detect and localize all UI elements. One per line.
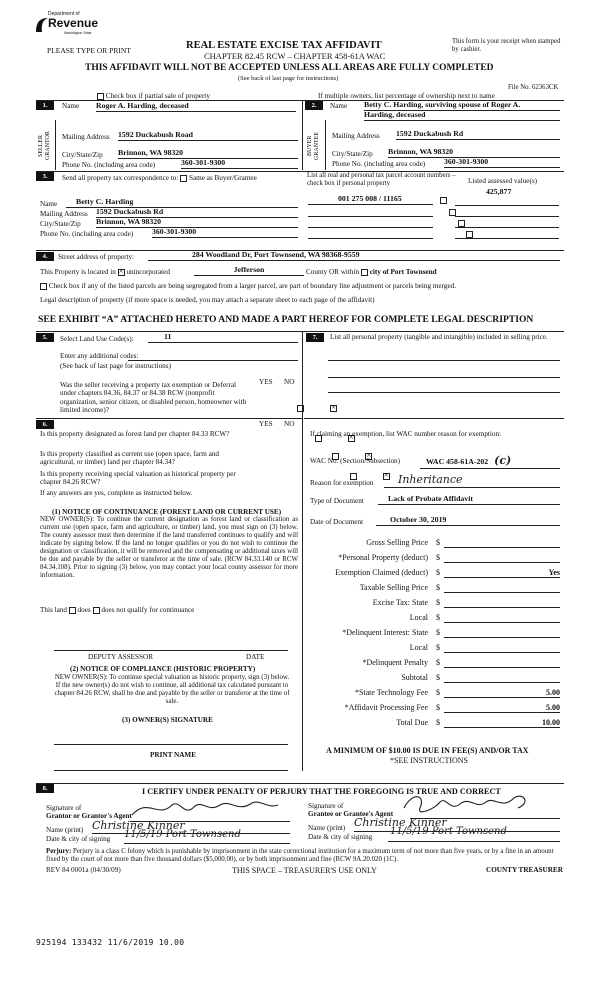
if-yes-note: If any answers are yes, complete as instructed below. — [40, 489, 193, 497]
notice-compliance-body: NEW OWNER(S): To continue special valuation as historic property, sign (3) below. If the new owner(s) do not wish to continue, all additional tax calculated pursuant to chapter 84.26 RCW, shall be due and payable by the seller or transferor at the time of sale. — [54, 674, 290, 705]
exemption-question: Was the seller receiving a property tax exemption or Deferral under chapters 84.36, 84.37 or 84.38 RCW (nonprofit organization, senior citizen, or disabled person, homeowner with limited income)? — [60, 381, 247, 414]
land-does-checkbox[interactable] — [69, 607, 76, 614]
current-use-question: Is this property classified as current use (open space, farm and agricultural, or timber) land per chapter 84.34? — [40, 450, 220, 467]
money-value[interactable] — [444, 658, 560, 668]
money-label: Total Due — [396, 718, 428, 727]
section5-see-back: (See back of last page for instructions) — [60, 362, 171, 370]
forest-land-question: Is this property designated as forest land per chapter 84.33 RCW? — [40, 430, 230, 438]
money-value[interactable] — [444, 613, 560, 623]
buyer-mailing-label: Mailing Address — [332, 132, 380, 140]
dollar-sign: $ — [436, 643, 440, 652]
money-value[interactable] — [444, 628, 560, 638]
grantor-date-label: Date & city of signing — [46, 835, 111, 843]
section-6-number: 6. — [36, 420, 54, 429]
grantee-signature[interactable] — [398, 790, 538, 818]
dollar-sign: $ — [436, 673, 440, 682]
doc-date-label: Date of Document — [310, 518, 364, 526]
section-5-number: 5. — [36, 333, 54, 342]
notice-compliance-title: (2) NOTICE OF COMPLIANCE (HISTORIC PROPERTY) — [70, 665, 256, 673]
doc-type[interactable]: Lack of Probate Affidavit — [378, 495, 560, 505]
section6-no-header: NO — [284, 420, 295, 428]
grantor-name-label: Name (print) — [46, 826, 84, 834]
segregated-checkbox[interactable] — [40, 283, 47, 290]
buyer-side-label: BUYER GRANTEE — [307, 132, 320, 160]
historic-question: Is this property receiving special valuation as historical property per chapter 84.26 RCW? — [40, 470, 236, 487]
does-label: does — [77, 606, 91, 614]
money-label: Subtotal — [401, 673, 428, 682]
grantor-signature-label-1: Signature of — [46, 804, 82, 812]
money-value[interactable]: 10.00 — [444, 718, 560, 728]
assessed-value[interactable]: 425,877 — [486, 187, 512, 196]
tax-name[interactable]: Betty C. Harding — [66, 198, 298, 208]
seller-phone-label: Phone No. (including area code) — [62, 161, 156, 169]
buyer-city[interactable]: Brinnon, WA 98320 — [388, 148, 560, 158]
dollar-sign: $ — [436, 703, 440, 712]
section-4-number: 4. — [36, 252, 54, 261]
seller-name-label: Name — [62, 102, 80, 110]
parcel-heading: List all real and personal tax parcel account numbers – check box if personal property — [307, 172, 456, 187]
city-label: city of Port Townsend — [369, 268, 437, 276]
tax-mailing[interactable]: 1592 Duckabush Rd — [96, 208, 298, 218]
tax-mailing-label: Mailing Address — [40, 210, 88, 218]
receipt-note: This form is your receipt when stamped by cashier. — [452, 38, 561, 53]
deputy-date-label: DATE — [246, 653, 265, 661]
seller-city-label: City/State/Zip — [62, 151, 103, 159]
see-instructions-note: *SEE INSTRUCTIONS — [390, 756, 469, 765]
partial-sale-checkbox[interactable] — [97, 93, 104, 100]
money-label: Local — [409, 643, 428, 652]
county-or-label: County OR within — [306, 268, 360, 276]
street-address[interactable]: 284 Woodland Dr, Port Townsend, WA 98368-9559 — [148, 251, 560, 261]
grantee-signature-label-1: Signature of — [308, 802, 344, 810]
money-label: Taxable Selling Price — [359, 583, 428, 592]
seller-city[interactable]: Brinnon, WA 98320 — [118, 149, 298, 159]
grantee-date-label: Date & city of signing — [308, 833, 373, 841]
buyer-name-label: Name — [330, 102, 348, 110]
grantor-signature-label-2: Grantor or Grantor's Agent — [46, 812, 132, 820]
this-land-label: This land — [40, 606, 67, 614]
buyer-name-line1[interactable]: Betty C. Harding, surviving spouse of Roger A. — [364, 101, 560, 111]
tax-city[interactable]: Brinnon, WA 98320 — [96, 218, 298, 228]
dollar-sign: $ — [436, 583, 440, 592]
money-label: *Delinquent Interest: State — [342, 628, 428, 637]
land-use-code[interactable]: 11 — [148, 333, 298, 343]
exemption-no-checkbox[interactable] — [330, 405, 337, 412]
exhibit-statement: SEE EXHIBIT “A” ATTACHED HERETO AND MADE A PART HEREOF FOR COMPLETE LEGAL DESCRIPTION — [38, 314, 534, 325]
grantee-name-label: Name (print) — [308, 824, 346, 832]
dollar-sign: $ — [436, 628, 440, 637]
money-label: *State Technology Fee — [354, 688, 428, 697]
perjury-note — [46, 848, 566, 864]
tax-phone[interactable]: 360-301-9300 — [152, 228, 298, 238]
parcel-2-personal-checkbox[interactable] — [449, 209, 456, 216]
section-8-number: 8. — [36, 784, 54, 793]
parcel-number[interactable]: 001 275 008 / 11165 — [308, 195, 433, 205]
wac-number[interactable] — [420, 455, 560, 469]
section5-yes-header: YES — [259, 378, 273, 386]
buyer-mailing[interactable]: 1592 Duckabush Rd — [396, 130, 560, 140]
section-1-number: 1. — [36, 101, 54, 110]
revenue-logo — [34, 12, 98, 38]
section6-yes-header: YES — [259, 420, 273, 428]
wac-number-text: WAC 458-61A-202 — [426, 457, 489, 466]
dollar-sign: $ — [436, 688, 440, 697]
personal-property-label: List all personal property (tangible and intangible) included in selling price. — [330, 333, 548, 341]
parcel-4-personal-checkbox[interactable] — [466, 231, 473, 238]
grantee-date-handwritten[interactable]: 11/5/19 Port Townsend — [390, 826, 507, 837]
county-treasurer-label: COUNTY TREASURER — [486, 866, 563, 874]
buyer-name-line2[interactable]: Harding, deceased — [364, 111, 560, 121]
multiple-owners-note: If multiple owners, list percentage of ownership next to name — [318, 92, 495, 100]
section-7-number: 7. — [306, 333, 324, 342]
money-label: *Delinquent Penalty — [362, 658, 428, 667]
doc-date[interactable]: October 30, 2019 — [376, 516, 560, 526]
seller-mailing-label: Mailing Address — [62, 133, 110, 141]
segregated-row — [40, 282, 456, 290]
land-qualify-row — [40, 606, 194, 614]
exemption-yes-checkbox[interactable] — [297, 405, 304, 412]
perjury-text: Perjury is a class C felony which is punishable by imprisonment in the state correctional institution for a maximum term of not more than five years, or by a fine in an amount fixed by the court of not more than five thousand dollars ($5,000.00), or by both imprisonment and fine (RCW 9A.20.020 (1C). — [46, 848, 554, 863]
treasurer-space: THIS SPACE – TREASURER'S USE ONLY — [232, 866, 377, 875]
deputy-assessor-label: DEPUTY ASSESSOR — [88, 653, 154, 661]
buyer-phone[interactable]: 360-301-9300 — [444, 158, 560, 168]
tax-name-label: Name — [40, 200, 58, 208]
section5-no-header: NO — [284, 378, 295, 386]
wac-label: WAC No. (Section/Subsection) — [310, 457, 401, 465]
treasurer-stamp: 925194 133432 11/6/2019 10.00 — [36, 938, 185, 947]
money-label: Local — [409, 613, 428, 622]
legal-description-label: Legal description of property (if more space is needed, you may attach a separate sheet to each page of the affidavit) — [40, 296, 375, 304]
buyer-city-label: City/State/Zip — [332, 150, 373, 158]
dollar-sign: $ — [436, 718, 440, 727]
form-warning: THIS AFFIDAVIT WILL NOT BE ACCEPTED UNLESS ALL AREAS ARE FULLY COMPLETED — [85, 63, 494, 73]
logo-sub-text: Washington State — [64, 31, 92, 35]
send-correspondence-row — [62, 174, 257, 182]
money-value[interactable]: Yes — [444, 568, 560, 578]
form-title: REAL ESTATE EXCISE TAX AFFIDAVIT — [186, 40, 382, 51]
exemption-claim-label: If claiming an exemption, list WAC number reason for exemption: — [310, 430, 502, 438]
owner-signature-label: (3) OWNER(S) SIGNATURE — [122, 716, 213, 724]
print-name-label: PRINT NAME — [150, 751, 196, 759]
section-3-number: 3. — [36, 172, 54, 181]
money-value[interactable]: 5.00 — [444, 703, 560, 713]
same-as-buyer-checkbox[interactable] — [180, 175, 187, 182]
money-label: *Affidavit Processing Fee — [344, 703, 428, 712]
money-value[interactable] — [444, 643, 560, 653]
city-checkbox[interactable] — [361, 269, 368, 276]
form-chapter: CHAPTER 82.45 RCW – CHAPTER 458-61A WAC — [204, 51, 386, 61]
assessed-heading: Listed assessed value(s) — [468, 177, 538, 185]
money-label: Gross Selling Price — [366, 538, 428, 547]
unincorporated-label: unincorporated — [126, 268, 170, 276]
revision-number: REV 84 0001a (04/30/09) — [46, 866, 121, 874]
tax-phone-label: Phone No. (including area code) — [40, 230, 134, 238]
located-prefix: This Property is located in — [40, 268, 116, 276]
reason-handwritten[interactable]: Inheritance — [384, 474, 560, 488]
money-label: Excise Tax: State — [372, 598, 428, 607]
dollar-sign: $ — [436, 658, 440, 667]
send-correspondence-label: Send all property tax correspondence to: — [62, 174, 179, 182]
land-use-label: Select Land Use Code(s): — [60, 335, 134, 343]
money-value[interactable] — [444, 538, 560, 548]
perjury-label: Perjury: — [46, 848, 72, 855]
located-row — [40, 268, 170, 276]
additional-codes-label: Enter any additional codes: — [60, 352, 139, 360]
section-2-number: 2. — [305, 101, 323, 110]
tax-city-label: City/State/Zip — [40, 220, 81, 228]
logo-top-text: Department of — [48, 11, 80, 17]
grantee-name-handwritten[interactable]: Christine Kinner — [354, 816, 447, 829]
money-value[interactable] — [444, 583, 560, 593]
unincorporated-checkbox[interactable] — [118, 269, 125, 276]
segregated-label: Check box if any of the listed parcels are being segregated from a larger parcel, are part of boundary line adjustment or parcels being merged. — [48, 282, 457, 290]
same-as-buyer-label: Same as Buyer/Grantee — [188, 174, 257, 182]
dollar-sign: $ — [436, 598, 440, 607]
parcel-1-personal-checkbox[interactable] — [440, 197, 447, 204]
buyer-phone-label: Phone No. (including area code) — [332, 160, 426, 168]
seller-mailing[interactable]: 1592 Duckabush Road — [118, 131, 298, 141]
minimum-due-note: A MINIMUM OF $10.00 IS DUE IN FEE(S) AND/OR TAX — [326, 746, 529, 755]
money-label: *Personal Property (deduct) — [338, 553, 428, 562]
dollar-sign: $ — [436, 553, 440, 562]
parcel-3-personal-checkbox[interactable] — [458, 220, 465, 227]
grantor-signature[interactable] — [128, 795, 288, 821]
seller-name[interactable]: Roger A. Harding, deceased — [96, 102, 296, 112]
file-number: File No. 62363CK — [508, 84, 559, 91]
money-value[interactable] — [444, 673, 560, 683]
county-or-row — [306, 268, 437, 276]
dollar-sign: $ — [436, 613, 440, 622]
certify-statement: I CERTIFY UNDER PENALTY OF PERJURY THAT THE FOREGOING IS TRUE AND CORRECT — [142, 787, 501, 796]
see-back-note: (See back of last page for instructions) — [238, 75, 339, 82]
seller-side-label: SELLER GRANTOR — [38, 131, 51, 161]
partial-sale-label: Check box if partial sale of property — [105, 92, 210, 100]
logo-main-text: Revenue — [48, 16, 99, 30]
street-label: Street address of property: — [58, 253, 135, 261]
money-value[interactable]: 5.00 — [444, 688, 560, 698]
doc-type-label: Type of Document — [310, 497, 364, 505]
grantor-date-handwritten[interactable]: 11/5/19 Port Townsend — [124, 829, 241, 840]
county-name[interactable]: Jefferson — [194, 266, 304, 276]
dollar-sign: $ — [436, 568, 440, 577]
seller-phone[interactable]: 360-301-9300 — [181, 159, 298, 169]
reason-label: Reason for exemption — [310, 479, 374, 487]
wac-subsection-handwritten: (c) — [494, 454, 512, 467]
money-value[interactable] — [444, 598, 560, 608]
money-label: Exemption Claimed (deduct) — [335, 568, 428, 577]
grantee-signature-label-2: Grantee or Grantee's Agent — [308, 810, 394, 818]
dollar-sign: $ — [436, 538, 440, 547]
notice-continuance-body: NEW OWNER(S): To continue the current designation as forest land or classification as current use (open space, farm and agriculture, or timber) land, you must sign on (3) below. The county assessor must then determine if the land transferred continues to qualify and will indicate by signing below. If the land no longer qualifies or you do not wish to continue the designation or classification, it will be removed and the compensating or additional taxes will be due and payable by the seller or transferor at the time of sale. (RCW 84.33.140 or RCW 84.34.108). Prior to signing (3) below, you may contact your local county assessor for more information. — [40, 516, 298, 579]
does-not-label: does not qualify for continuance — [101, 606, 195, 614]
please-type: PLEASE TYPE OR PRINT — [47, 46, 131, 55]
money-value[interactable] — [444, 553, 560, 563]
notice-continuance-title: (1) NOTICE OF CONTINUANCE (FOREST LAND OR CURRENT USE) — [52, 508, 282, 516]
land-does-not-checkbox[interactable] — [93, 607, 100, 614]
grantor-name-handwritten[interactable]: Christine Kinner — [92, 819, 185, 832]
